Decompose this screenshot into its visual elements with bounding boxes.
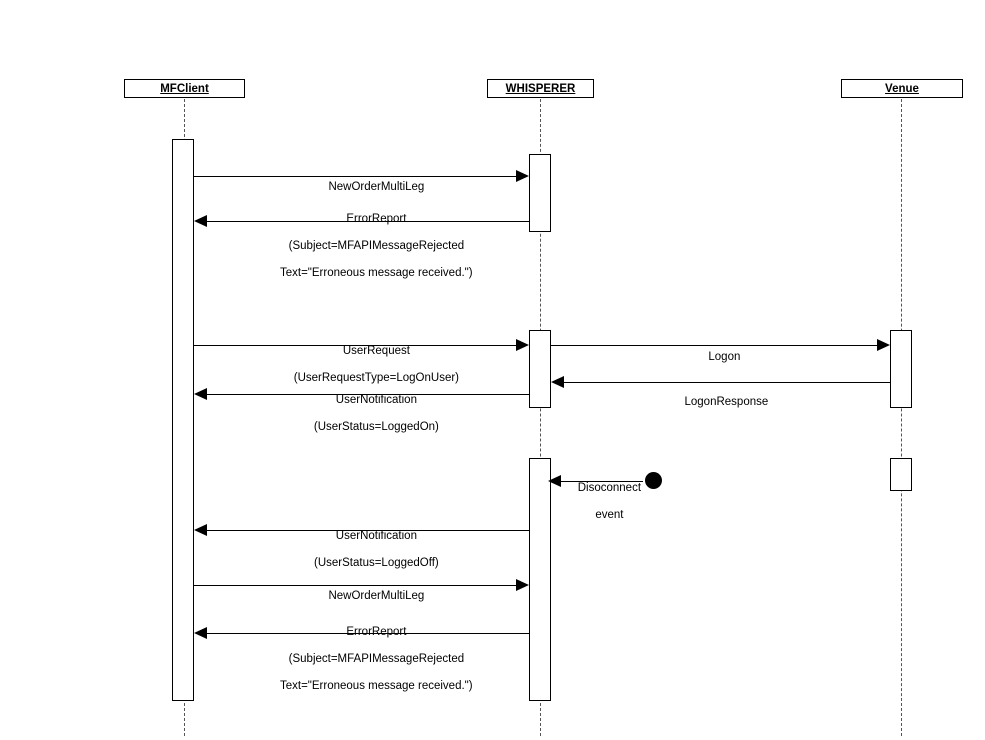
arrow-head-user-notification-logged-off — [194, 524, 207, 536]
activation-venue-2 — [890, 458, 912, 491]
arrow-head-error-report-1 — [194, 215, 207, 227]
activation-whisperer-3 — [529, 458, 551, 701]
arrow-head-new-order-multi-leg-1 — [516, 170, 529, 182]
message-label-new-order-multi-leg-1: NewOrderMultiLeg — [328, 180, 425, 193]
lifeline-label-venue: Venue — [885, 83, 919, 95]
arrow-head-logon — [877, 339, 890, 351]
message-label-user-notification-logged-on: UserNotification (UserStatus=LoggedOn) — [313, 393, 439, 433]
lifeline-label-mfclient: MFClient — [160, 83, 209, 95]
message-label-disconnect-event: Disoconnect event — [577, 481, 642, 521]
message-label-new-order-multi-leg-2: NewOrderMultiLeg — [328, 589, 425, 602]
activation-mfclient — [172, 139, 194, 701]
message-label-user-notification-logged-off: UserNotification (UserStatus=LoggedOff) — [314, 529, 439, 569]
lifeline-head-whisperer — [487, 79, 594, 98]
arrow-head-error-report-2 — [194, 627, 207, 639]
message-label-error-report-1: ErrorReport (Subject=MFAPIMessageRejected Text="Erroneous message received.") — [280, 212, 473, 279]
lifeline-head-mfclient — [124, 79, 245, 98]
message-label-user-request: UserRequest (UserRequestType=LogOnUser) — [293, 344, 459, 384]
message-label-logon-response: LogonResponse — [684, 395, 769, 408]
arrow-head-logon-response — [551, 376, 564, 388]
arrow-head-user-request — [516, 339, 529, 351]
activation-whisperer-1 — [529, 154, 551, 232]
message-label-logon: Logon — [708, 350, 741, 363]
arrow-head-user-notification-logged-on — [194, 388, 207, 400]
arrow-head-new-order-multi-leg-2 — [516, 579, 529, 591]
lifeline-dash-venue — [901, 99, 902, 736]
lifeline-label-whisperer: WHISPERER — [505, 83, 576, 95]
message-label-error-report-2: ErrorReport (Subject=MFAPIMessageRejected Text="Erroneous message received.") — [280, 625, 473, 692]
lifeline-head-venue — [841, 79, 963, 98]
activation-venue-1 — [890, 330, 912, 408]
activation-whisperer-2 — [529, 330, 551, 408]
